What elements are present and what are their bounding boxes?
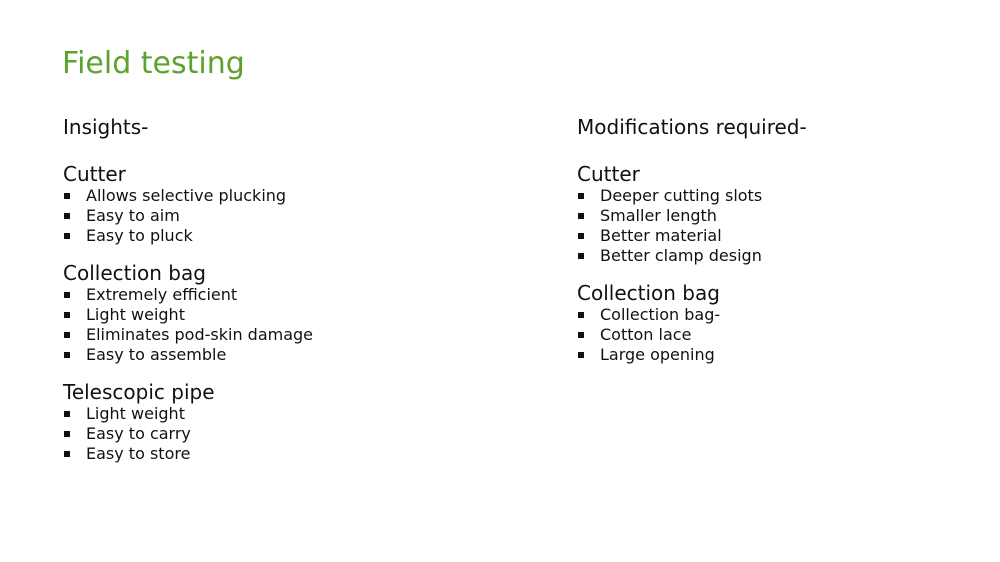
insights-section-cutter [63, 162, 503, 246]
list-item-text: Easy to carry [86, 424, 191, 443]
square-bullet-icon [64, 332, 70, 338]
square-bullet-icon [64, 213, 70, 219]
list-item-text: Light weight [86, 404, 185, 423]
square-bullet-icon [64, 411, 70, 417]
section-title: Cutter [577, 162, 640, 186]
list-item-text: Easy to assemble [86, 345, 227, 364]
list-item-text: Better material [600, 226, 722, 245]
list-item [63, 404, 503, 424]
list-item [63, 424, 503, 444]
list-item-text: Collection bag- [600, 305, 721, 324]
insights-section-collection-bag [63, 261, 503, 365]
section-title: Collection bag [63, 261, 206, 285]
list-item-text: Extremely efficient [86, 285, 238, 304]
bullet-list [63, 285, 503, 365]
list-item-text: Smaller length [600, 206, 717, 225]
section-title: Telescopic pipe [63, 380, 215, 404]
bullet-list [63, 404, 503, 464]
modifications-sections [577, 162, 977, 365]
list-item [63, 285, 503, 305]
list-item [577, 325, 977, 345]
list-item [63, 444, 503, 464]
modifications-section-collection-bag [577, 281, 977, 365]
slide-title: Field testing [62, 46, 245, 81]
list-item-text: Large opening [600, 345, 715, 364]
list-item [577, 186, 977, 206]
list-item [577, 246, 977, 266]
square-bullet-icon [64, 292, 70, 298]
bullet-list [577, 186, 977, 266]
square-bullet-icon [64, 431, 70, 437]
section-title: Cutter [63, 162, 126, 186]
square-bullet-icon [64, 451, 70, 457]
list-item [63, 345, 503, 365]
square-bullet-icon [578, 312, 584, 318]
modifications-section-cutter [577, 162, 977, 266]
bullet-list [577, 305, 977, 365]
section-title: Collection bag [577, 281, 720, 305]
square-bullet-icon [578, 352, 584, 358]
list-item-text: Allows selective plucking [86, 186, 287, 205]
square-bullet-icon [64, 233, 70, 239]
list-item-text: Deeper cutting slots [600, 186, 763, 205]
insights-column [63, 114, 503, 464]
list-item [63, 206, 503, 226]
insights-heading: Insights- [63, 115, 149, 139]
insights-section-telescopic-pipe [63, 380, 503, 464]
list-item [577, 226, 977, 246]
square-bullet-icon [64, 352, 70, 358]
square-bullet-icon [64, 312, 70, 318]
list-item-text: Easy to store [86, 444, 191, 463]
list-item [63, 186, 503, 206]
square-bullet-icon [578, 193, 584, 199]
modifications-heading: Modifications required- [577, 115, 807, 139]
list-item [577, 345, 977, 365]
list-item-text: Better clamp design [600, 246, 762, 265]
list-item [577, 206, 977, 226]
square-bullet-icon [578, 253, 584, 259]
modifications-column [577, 114, 977, 365]
bullet-list [63, 186, 503, 246]
square-bullet-icon [578, 213, 584, 219]
square-bullet-icon [578, 332, 584, 338]
list-item-text: Cotton lace [600, 325, 692, 344]
list-item [63, 325, 503, 345]
square-bullet-icon [578, 233, 584, 239]
list-item-text: Light weight [86, 305, 185, 324]
square-bullet-icon [64, 193, 70, 199]
list-item [63, 305, 503, 325]
list-item [577, 305, 977, 325]
list-item-text: Easy to pluck [86, 226, 193, 245]
insights-sections [63, 162, 503, 464]
list-item-text: Easy to aim [86, 206, 180, 225]
list-item [63, 226, 503, 246]
list-item-text: Eliminates pod-skin damage [86, 325, 314, 344]
